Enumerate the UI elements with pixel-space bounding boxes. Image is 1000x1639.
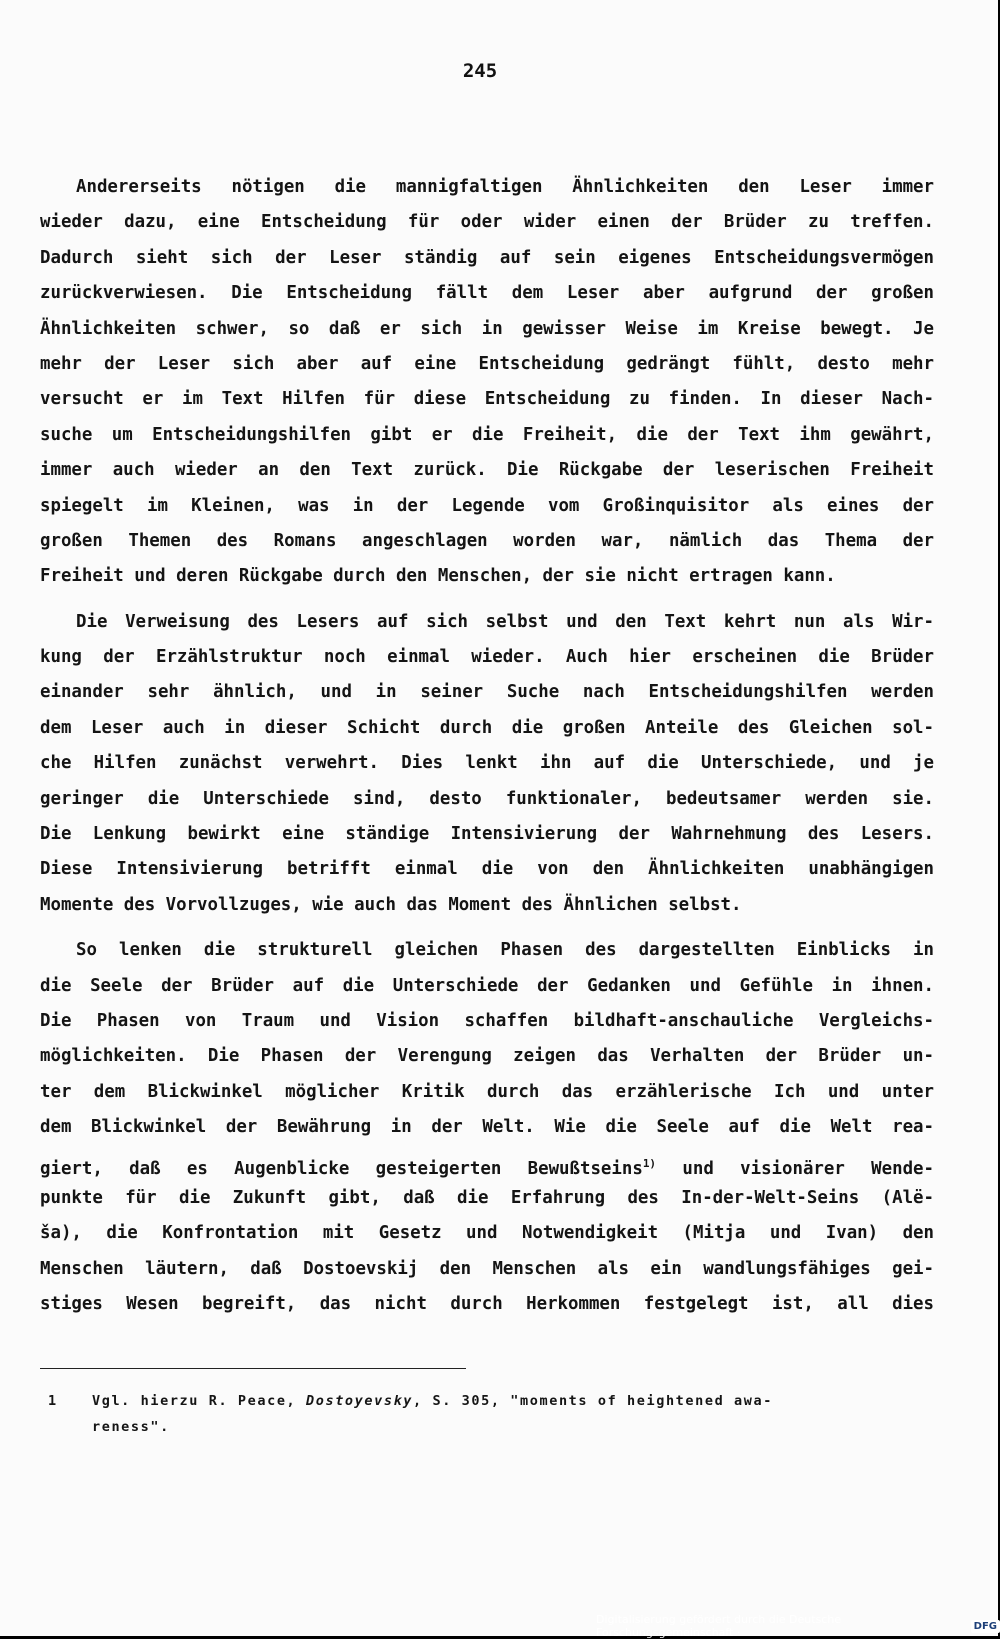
- text-line: wieder dazu, eine Entscheidung für oder wider einen der Brüder zu treffen.: [40, 212, 934, 233]
- text-line: ter dem Blickwinkel möglicher Kritik durch das erzählerische Ich und unter: [40, 1081, 934, 1102]
- text-line: Diese Intensivierung betrifft einmal die von den Ähnlichkeiten unabhängigen: [40, 859, 934, 880]
- text-line: Freiheit und deren Rückgabe durch den Menschen, der sie nicht ertragen kann.: [40, 566, 836, 587]
- text-line-with-footnote: [40, 1146, 934, 1181]
- text-segment: giert, daß es Augenblicke gesteigerten Bewußtseins: [40, 1158, 643, 1179]
- text-line: kung der Erzählstruktur noch einmal wieder. Auch hier erscheinen die Brüder: [40, 647, 934, 668]
- text-line: spiegelt im Kleinen, was in der Legende vom Großinquisitor als eines der: [40, 495, 934, 516]
- footnote-divider: [40, 1368, 466, 1369]
- footnote-text: , S. 305, "moments of heightened awa-: [413, 1393, 773, 1409]
- text-line: ša), die Konfrontation mit Gesetz und Notwendigkeit (Mitja und Ivan) den: [40, 1223, 934, 1244]
- text-line: möglichkeiten. Die Phasen der Verengung zeigen das Verhalten der Brüder un-: [40, 1046, 934, 1067]
- text-line: stiges Wesen begreift, das nicht durch Herkommen festgelegt ist, all dies: [40, 1294, 934, 1315]
- text-line: Dadurch sieht sich der Leser ständig auf sein eigenes Entscheidungsvermögen: [40, 247, 934, 268]
- text-line: che Hilfen zunächst verwehrt. Dies lenkt ihn auf die Unterschiede, und je: [40, 753, 934, 774]
- footnote-line: reness".: [92, 1419, 170, 1435]
- text-line: Die Phasen von Traum und Vision schaffen bildhaft-anschauliche Vergleichs-: [40, 1010, 934, 1031]
- footnote-number: 1: [48, 1393, 58, 1409]
- text-line: Andererseits nötigen die mannigfaltigen Ähnlichkeiten den Leser immer: [76, 177, 934, 197]
- text-line: suche um Entscheidungshilfen gibt er die Freiheit, die der Text ihm gewährt,: [40, 424, 934, 445]
- paragraph-1: [40, 170, 934, 595]
- text-line: großen Themen des Romans angeschlagen worden war, nämlich das Thema der: [40, 530, 934, 551]
- text-line: Die Lenkung bewirkt eine ständige Intensivierung der Wahrnehmung des Lesers.: [40, 824, 934, 845]
- footnote-line: [92, 1388, 773, 1414]
- footnote-book-title: Dostoyevsky: [306, 1393, 414, 1409]
- text-line: versucht er im Text Hilfen für diese Entscheidung zu finden. In dieser Nach-: [40, 389, 934, 410]
- digitization-credit: [596, 1613, 1000, 1639]
- dfg-logo-icon: DFG: [971, 1620, 1000, 1633]
- paragraph-3: [40, 933, 934, 1322]
- text-line: mehr der Leser sich aber auf eine Entscheidung gedrängt fühlt, desto mehr: [40, 353, 934, 374]
- text-line: dem Blickwinkel der Bewährung in der Welt. Wie die Seele auf die Welt rea-: [40, 1117, 934, 1138]
- text-line: Momente des Vorvollzuges, wie auch das Moment des Ähnlichen selbst.: [40, 894, 742, 915]
- text-line: die Seele der Brüder auf die Unterschiede der Gedanken und Gefühle in ihnen.: [40, 975, 934, 996]
- footnote-text: Vgl. hierzu R. Peace,: [92, 1393, 307, 1409]
- text-line: Menschen läutern, daß Dostoevskij den Menschen als ein wandlungsfähiges gei-: [40, 1258, 934, 1279]
- footnote-marker: 1): [642, 1156, 657, 1170]
- body-text: [40, 170, 934, 1323]
- text-line: punkte für die Zukunft gibt, daß die Erfahrung des In-der-Welt-Seins (Alë-: [40, 1187, 934, 1208]
- text-line: Die Verweisung des Lesers auf sich selbst und den Text kehrt nun als Wir-: [76, 611, 934, 632]
- page-number: 245: [462, 60, 498, 82]
- text-line: dem Leser auch in dieser Schicht durch die großen Anteile des Gleichen sol-: [40, 717, 934, 738]
- text-line: So lenken die strukturell gleichen Phasen des dargestellten Einblicks in: [76, 940, 934, 961]
- text-line: immer auch wieder an den Text zurück. Die Rückgabe der leserischen Freiheit: [40, 460, 934, 481]
- text-line: einander sehr ähnlich, und in seiner Suche nach Entscheidungshilfen werden: [40, 682, 934, 703]
- text-segment: und visionärer Wende-: [656, 1158, 934, 1179]
- credit-text: Digitalisierung gefördert durch die Deutsche Forschungsgemeinschaft ·: [596, 1613, 842, 1639]
- text-line: geringer die Unterschiede sind, desto funktionaler, bedeutsamer werden sie.: [40, 788, 934, 809]
- text-line: zurückverwiesen. Die Entscheidung fällt dem Leser aber aufgrund der großen: [40, 283, 934, 304]
- text-line: Ähnlichkeiten schwer, so daß er sich in gewisser Weise im Kreise bewegt. Je: [40, 318, 934, 339]
- paragraph-2: [40, 605, 934, 924]
